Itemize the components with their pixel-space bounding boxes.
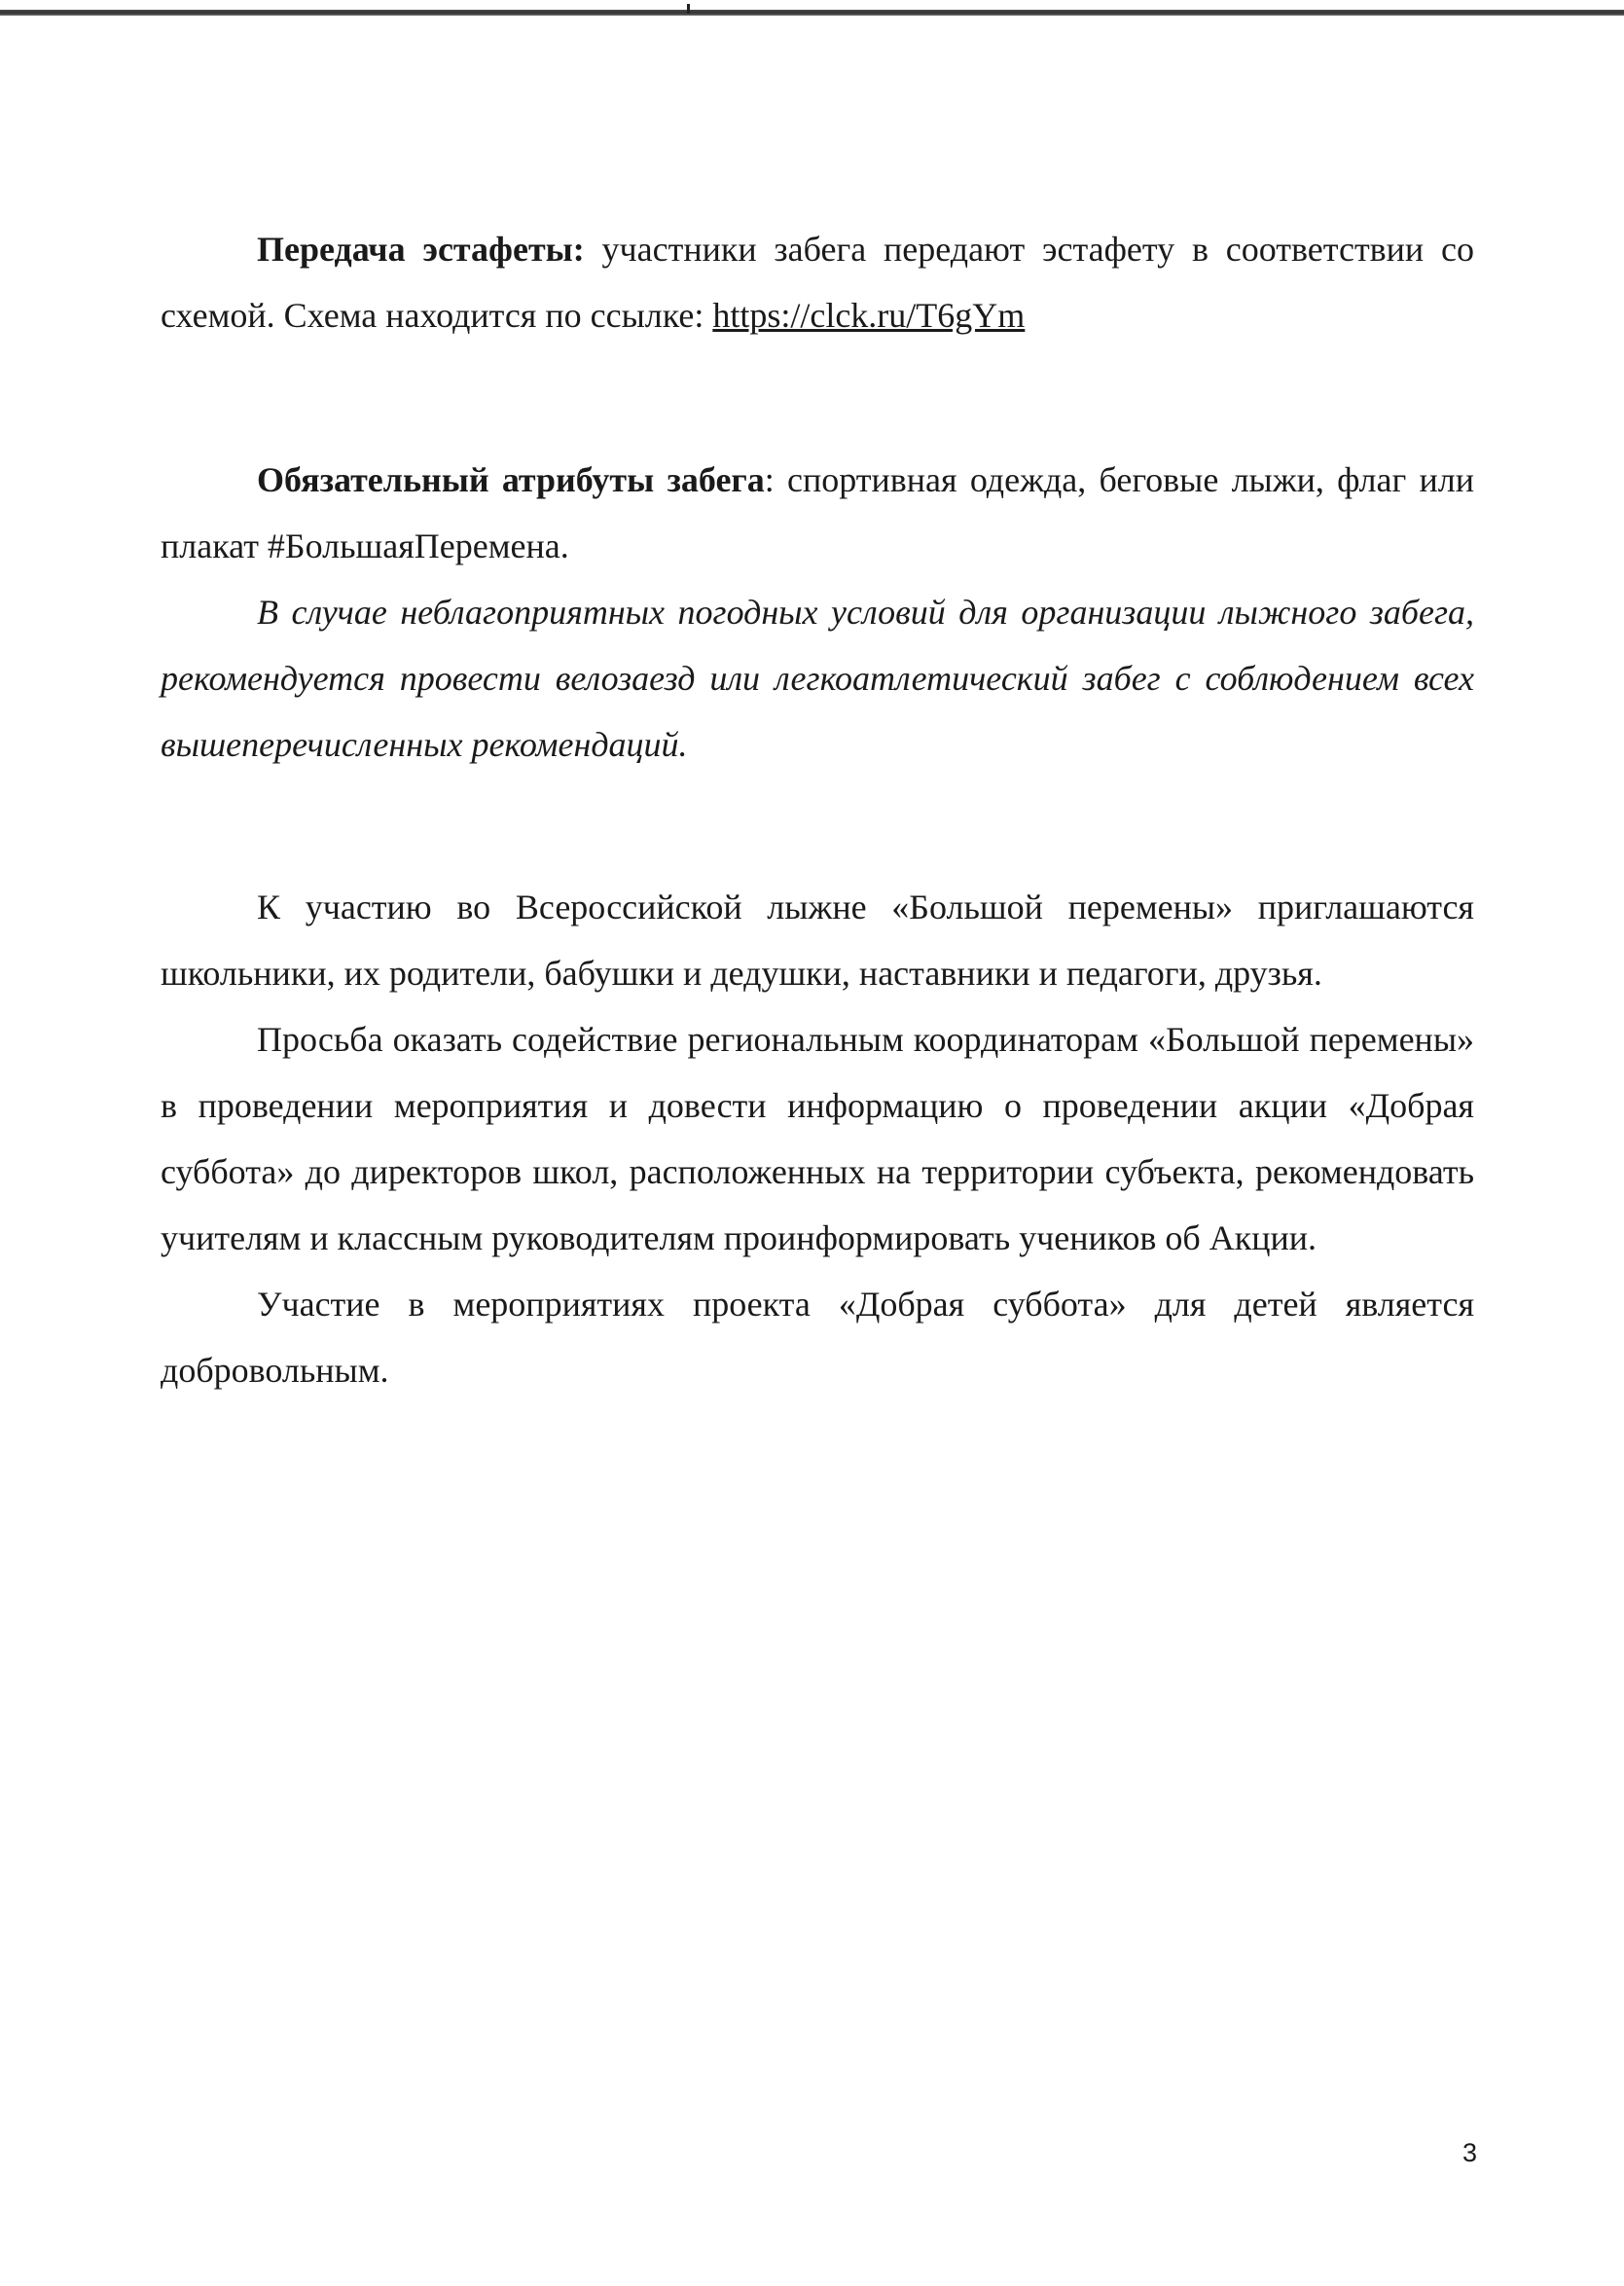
scheme-link[interactable]: https://clck.ru/T6gYm: [712, 296, 1026, 335]
weather-note-paragraph: В случае неблагоприятных погодных условий для организации лыжного забега, рекомендуется провести велозаезд или легкоатлетический забег с соблюдением всех вышеперечисленных рекомендаций.: [161, 593, 1474, 764]
request-paragraph: Просьба оказать содействие региональным координаторам «Большой перемены» в проведении мероприятия и довести информацию о проведении акции «Добрая суббота» до директоров школ, расположенных на территории субъекта, рекомендовать учителям и классным руководителям проинформировать учеников об Акции.: [161, 1020, 1474, 1257]
scan-top-edge: [0, 10, 1624, 16]
relay-heading: Передача эстафеты:: [257, 230, 585, 269]
voluntary-paragraph: Участие в мероприятиях проекта «Добрая суббота» для детей является добровольным.: [161, 1285, 1474, 1390]
invitation-paragraph: К участию во Всероссийской лыжне «Большой перемены» приглашаются школьники, их родители, бабушки и дедушки, наставники и педагоги, друзья.: [161, 888, 1474, 993]
relay-text: участники забега передают эстафету в соответствии со схемой. Схема находится по ссылке:: [161, 230, 1474, 335]
scan-notch-mark: [687, 4, 690, 14]
document-body: [161, 216, 1474, 1403]
attributes-paragraph: [161, 447, 1474, 579]
attributes-text: : спортивная одежда, беговые лыжи, флаг или плакат #БольшаяПеремена.: [161, 460, 1474, 565]
page-number: 3: [1462, 2138, 1478, 2167]
attributes-heading: Обязательный атрибуты забега: [257, 460, 765, 499]
relay-paragraph: [161, 216, 1474, 348]
